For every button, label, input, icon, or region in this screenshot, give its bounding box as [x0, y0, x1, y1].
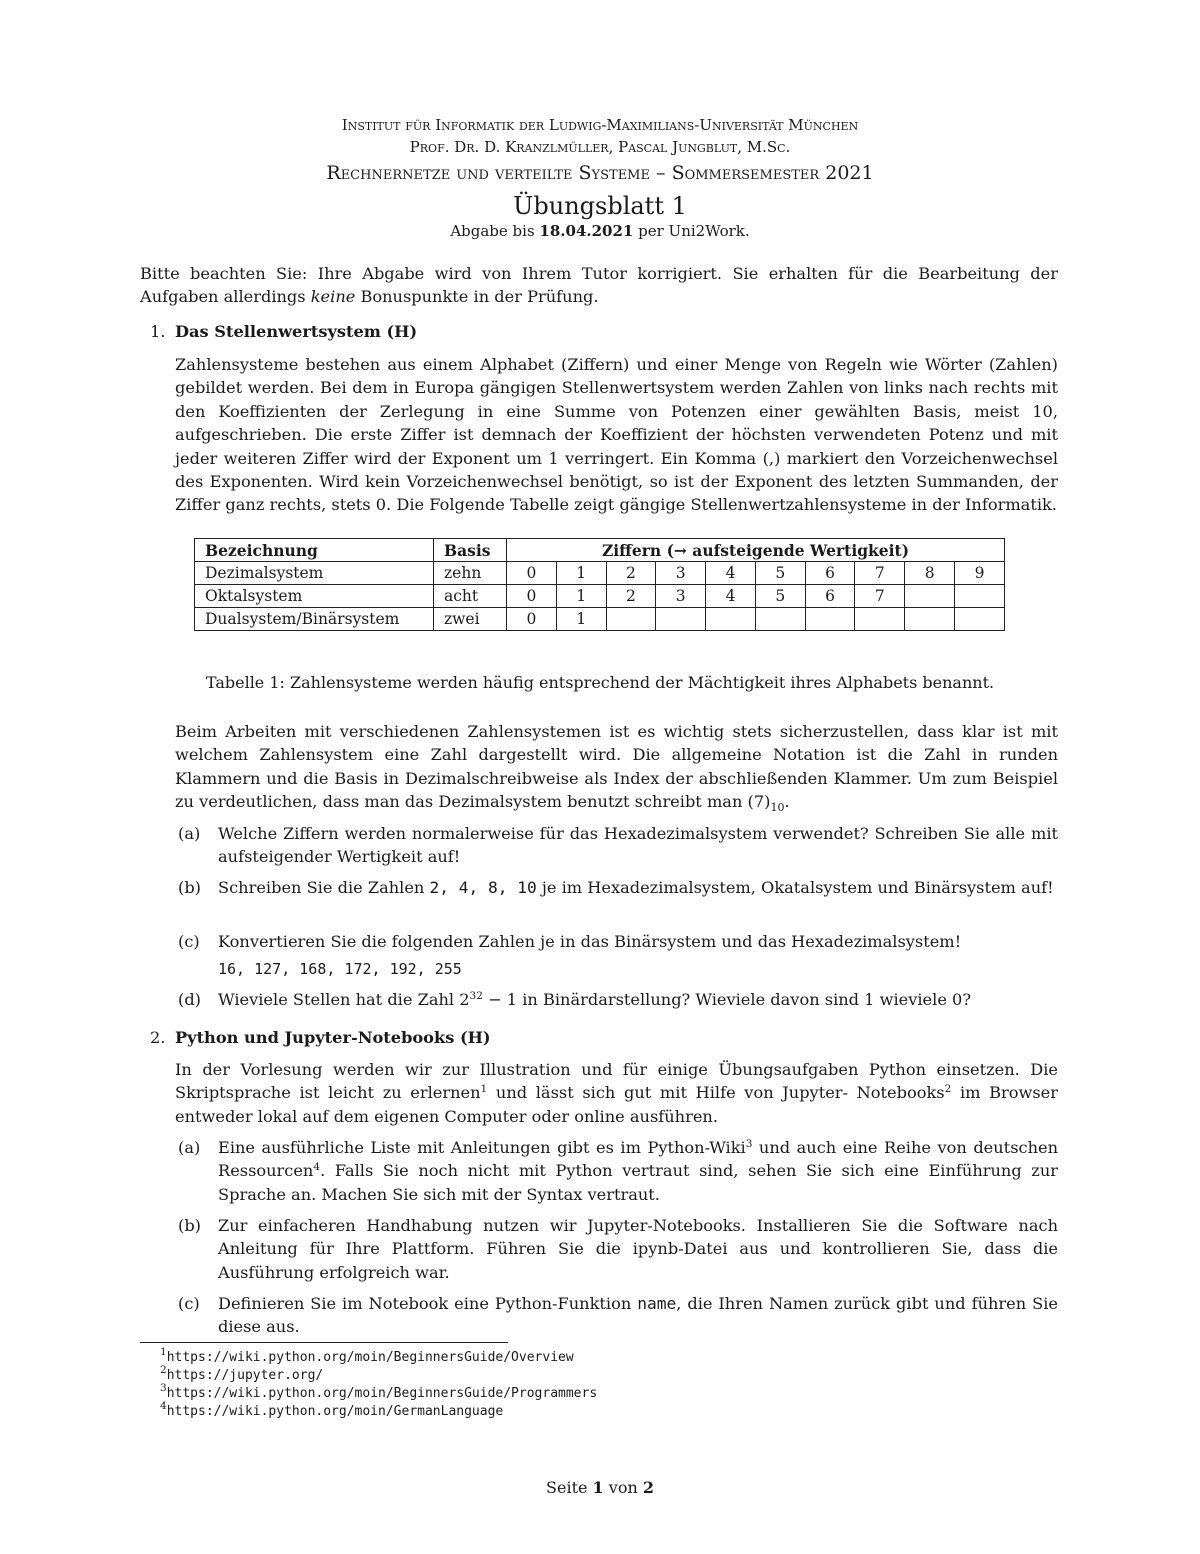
- footnote-2: [160, 1364, 324, 1384]
- footnote-4: [160, 1400, 504, 1420]
- table-cell-digit: 2: [606, 562, 656, 585]
- number-systems-table: [194, 538, 1005, 631]
- notation-end: .: [784, 792, 790, 812]
- exponent: 32: [469, 990, 483, 1002]
- section-1-number: 1.: [150, 322, 166, 341]
- task-text-post: je im Hexadezimalsystem, Okatalsystem und Binärsystem auf!: [536, 878, 1054, 897]
- code-identifier: name: [637, 1294, 677, 1313]
- table-cell-digit: [855, 608, 905, 631]
- task-text: [218, 1136, 1058, 1206]
- task-text: Zur einfacheren Handhabung nutzen wir Jupyter-Notebooks. Installieren Sie die Software nach Anleitung für Ihre Plattform. Führen Sie die ipynb-Datei aus und kontrollieren Sie, dass die Ausführung erfolgreich war.: [218, 1216, 1058, 1282]
- task-text-pre: Wieviele Stellen hat die Zahl 2: [218, 990, 470, 1009]
- table-cell-digit: 1: [556, 562, 606, 585]
- table-cell-digit: 7: [855, 562, 905, 585]
- table-cell-digit: [606, 608, 656, 631]
- deadline-date: 18.04.2021: [539, 222, 634, 240]
- table-row: [195, 608, 1005, 631]
- table-cell-base: zwei: [434, 608, 507, 631]
- task-text-pre: Schreiben Sie die Zahlen: [218, 878, 430, 897]
- table-cell-digit: [955, 608, 1005, 631]
- table-cell-digit: 0: [507, 608, 557, 631]
- footnote-mark: 2: [944, 1083, 952, 1096]
- table-cell-digit: 0: [507, 562, 557, 585]
- intro-text: In der Vorlesung werden wir zur Illustration und für einige Übungsaufgaben Python einsetzen. Die Skriptsprache ist leicht zu erlernen: [175, 1060, 1058, 1103]
- task-2b: [178, 1214, 1058, 1284]
- table-cell-digit: 4: [706, 562, 756, 585]
- table-cell-name: Dezimalsystem: [195, 562, 434, 585]
- note-paragraph: [140, 262, 1058, 309]
- notation-text: Beim Arbeiten mit verschiedenen Zahlensystemen ist es wichtig stets sicherzustellen, dass klar ist mit welchem Zahlensystem eine Zahl dargestellt wird. Die allgemeine Notation ist die Zahl in runden Klammern und die Basis in Dezimalschreibweise als Index der abschließenden Klammer. Um zum Beispiel zu verdeutlichen, dass man das Dezimalsystem benutzt schreibt man (7): [175, 722, 1058, 812]
- task-text-post: − 1 in Binärdarstellung? Wieviele davon sind 1 wieviele 0?: [482, 990, 972, 1009]
- table-caption: Tabelle 1: Zahlensysteme werden häufig entsprechend der Mächtigkeit ihres Alphabets benannt.: [205, 673, 995, 692]
- table-cell-digit: 8: [905, 562, 955, 585]
- page-prefix: Seite: [546, 1478, 593, 1497]
- table-cell-digit: [905, 585, 955, 608]
- section-2-heading: [150, 1028, 491, 1047]
- section-2-number: 2.: [150, 1028, 166, 1047]
- task-label: (c): [178, 932, 200, 951]
- page-mid: von: [603, 1478, 643, 1497]
- table-row: [195, 562, 1005, 585]
- notation-paragraph: [175, 720, 1058, 814]
- task-1b: [178, 876, 1058, 899]
- task-2a: [178, 1136, 1058, 1206]
- task-text: [218, 988, 1058, 1011]
- task-label: (d): [178, 990, 201, 1009]
- table-cell-digit: [905, 608, 955, 631]
- table-cell-digit: [805, 608, 855, 631]
- footnote-3: [160, 1382, 598, 1402]
- table-cell-digit: 1: [556, 608, 606, 631]
- intro-text: im Browser entweder lokal auf dem eigenen Computer oder online ausführen.: [175, 1083, 1058, 1126]
- task-text: Konvertieren Sie die folgenden Zahlen je in das Binärsystem und das Hexadezimalsystem!: [218, 932, 962, 951]
- table-cell-base: acht: [434, 585, 507, 608]
- table-cell-name: Dualsystem/Binärsystem: [195, 608, 434, 631]
- conversion-numbers: 16, 127, 168, 172, 192, 255: [218, 960, 462, 978]
- institute-line: Institut für Informatik der Ludwig-Maximilians-Universität München: [341, 116, 859, 134]
- table-cell-digit: 9: [955, 562, 1005, 585]
- task-label: (a): [178, 824, 201, 843]
- table-cell-digit: 5: [755, 562, 805, 585]
- notation-subscript: 10: [770, 801, 785, 815]
- table-header-cell: Basis: [434, 539, 507, 562]
- footnote-mark: 1: [480, 1083, 488, 1096]
- task-text-pre: Definieren Sie im Notebook eine Python-Funktion: [218, 1294, 638, 1313]
- task-text: Welche Ziffern werden normalerweise für das Hexadezimalsystem verwendet? Schreiben Sie alle mit aufsteigender Wertigkeit auf!: [218, 824, 1058, 867]
- task-label: (b): [178, 1216, 201, 1235]
- page-total: 2: [642, 1478, 654, 1497]
- task-text-post: . Falls Sie noch nicht mit Python vertraut sind, sehen Sie sich eine Einführung zur Sprache an. Machen Sie sich mit der Syntax vertraut.: [218, 1161, 1058, 1204]
- table-cell-digit: 3: [656, 585, 706, 608]
- table-header-cell: Ziffern (→ aufsteigende Wertigkeit): [507, 539, 1005, 562]
- task-1d: [178, 988, 1058, 1011]
- task-text-post: , die Ihren Namen zurück gibt und führen Sie diese aus.: [218, 1294, 1058, 1337]
- table-cell-digit: 3: [656, 562, 706, 585]
- sheet-title: Übungsblatt 1: [513, 192, 687, 220]
- deadline-suffix: per Uni2Work.: [633, 222, 750, 240]
- table-cell-digit: 4: [706, 585, 756, 608]
- note-text-after: Bonuspunkte in der Prüfung.: [355, 287, 599, 307]
- page-current: 1: [592, 1478, 604, 1497]
- task-1a: [178, 822, 1058, 869]
- task-label: (b): [178, 878, 201, 897]
- note-text-before: Bitte beachten Sie: Ihre Abgabe wird von Ihrem Tutor korrigiert. Sie erhalten für die Bearbeitung der Aufgaben allerdings: [140, 264, 1058, 307]
- footnote-mark: 1: [160, 1346, 167, 1358]
- intro-text: und lässt sich gut mit Hilfe von Jupyter- Notebooks: [487, 1083, 945, 1103]
- footnote-url[interactable]: https://wiki.python.org/moin/BeginnersGuide/Overview: [166, 1350, 574, 1365]
- task-1c: [178, 930, 1058, 953]
- table-cell-digit: 7: [855, 585, 905, 608]
- task-text: [218, 876, 1058, 899]
- note-emphasis: keine: [310, 287, 356, 307]
- footnote-mark: 3: [160, 1382, 167, 1394]
- table-cell-digit: 2: [606, 585, 656, 608]
- task-numbers: 2, 4, 8, 10: [429, 878, 537, 897]
- table-header-row: [195, 539, 1005, 562]
- task-label: (c): [178, 1294, 200, 1313]
- table-cell-digit: [755, 608, 805, 631]
- footnote-mark: 4: [160, 1400, 167, 1412]
- section-2-title: Python und Jupyter-Notebooks (H): [175, 1028, 491, 1047]
- section-1-heading: [150, 322, 417, 341]
- course-title: Rechnernetze und verteilte Systeme – Sommersemester 2021: [326, 162, 874, 184]
- task-label: (a): [178, 1138, 201, 1157]
- table-cell-base: zehn: [434, 562, 507, 585]
- deadline-line: [0, 222, 1200, 240]
- section-1-intro: Zahlensysteme bestehen aus einem Alphabet (Ziffern) und einer Menge von Regeln wie Wörter (Zahlen) gebildet werden. Bei dem in Europa gängigen Stellenwertsystem werden Zahlen von links nach rechts mit den Koeffizienten der Zerlegung in eine Summe von Potenzen einer gewählten Basis, meist 10, aufgeschrieben. Die erste Ziffer ist demnach der Koeffizient der höchsten verwendeten Potenz und mit jeder weiteren Ziffer wird der Exponent um 1 verringert. Ein Komma (,) markiert den Vorzeichenwechsel des Exponenten. Wird kein Vorzeichenwechsel benötigt, so ist der Exponent des letzten Summanden, der Ziffer ganz rechts, stets 0. Die Folgende Tabelle zeigt gängige Stellenwertzahlensysteme in der Informatik.: [175, 355, 1058, 515]
- footnote-divider: [140, 1342, 508, 1343]
- table-cell-digit: 0: [507, 585, 557, 608]
- task-2c: [178, 1292, 1058, 1339]
- footnote-mark: 4: [313, 1161, 321, 1174]
- footnote-url[interactable]: https://jupyter.org/: [166, 1368, 324, 1383]
- footnote-url[interactable]: https://wiki.python.org/moin/GermanLanguage: [166, 1404, 504, 1419]
- footnote-url[interactable]: https://wiki.python.org/moin/BeginnersGuide/Programmers: [166, 1386, 598, 1401]
- section-1-title: Das Stellenwertsystem (H): [175, 322, 418, 341]
- lecturers-line: Prof. Dr. D. Kranzlmüller, Pascal Jungblut, M.Sc.: [409, 138, 791, 156]
- table-cell-name: Oktalsystem: [195, 585, 434, 608]
- task-text-mid: und auch eine Reihe von deutschen Ressourcen: [218, 1138, 1058, 1181]
- section-2-intro: [175, 1058, 1058, 1128]
- task-text-pre: Eine ausführliche Liste mit Anleitungen gibt es im Python-Wiki: [218, 1138, 746, 1157]
- table-cell-digit: 6: [805, 562, 855, 585]
- table-cell-digit: [706, 608, 756, 631]
- table-cell-digit: 6: [805, 585, 855, 608]
- footnote-mark: 3: [745, 1138, 753, 1150]
- table-cell-digit: [955, 585, 1005, 608]
- table-header-cell: Bezeichnung: [195, 539, 434, 562]
- table-cell-digit: [656, 608, 706, 631]
- footnote-1: [160, 1346, 574, 1366]
- deadline-prefix: Abgabe bis: [450, 222, 540, 240]
- table-row: [195, 585, 1005, 608]
- table-cell-digit: 1: [556, 585, 606, 608]
- task-text: [218, 1292, 1058, 1339]
- footnote-mark: 2: [160, 1364, 167, 1376]
- table-cell-digit: 5: [755, 585, 805, 608]
- page-number: [0, 1478, 1200, 1497]
